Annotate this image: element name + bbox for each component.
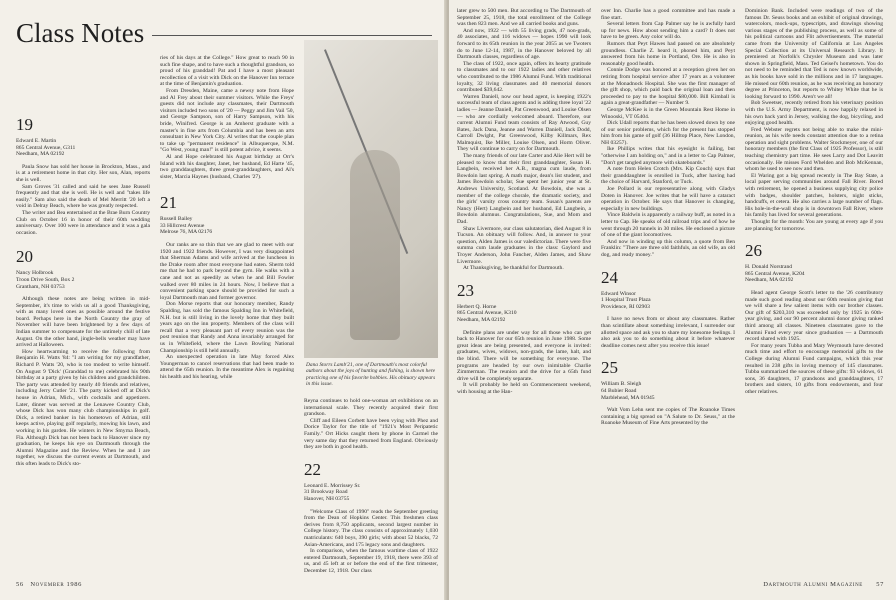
paragraph: Reyna continues to hold one-woman art exhibitions on an international scale. They recently acquired their first grandson. xyxy=(304,398,438,418)
paragraph: Joe Pollard is our representative along with Gladys Doten in Hanover. Joe writes that he will have a cataract operation in October. He says that Hanover is changing, especially in new buildings. xyxy=(601,186,735,212)
left-page xyxy=(0,0,447,600)
class-secretary-address: Edward E. Martin 865 Central Avenue, G311 Needham, MA 02192 xyxy=(16,138,76,158)
class-year-26: 26 xyxy=(745,241,762,261)
paragraph: For many years Tubba and Mary Weymouth have devoted much time and effort to encourage memorial gifts to the College during Alumni Fund campaigns, which this year resulted in 238 gifts in loving memory of 145 classmates. Tubba summarized the sources of these gifts: 93 widows, 61 sons, 36 daughters, 17 grandsons and granddaughters, 17 brothers and sisters, 10 gifts from endowments, and four other relatives. xyxy=(745,342,883,395)
paragraph: Several letters from Cap Palmer say he is awfully hard up for news. How about sending him a card? It does not have to be green. Any color will do. xyxy=(601,21,735,41)
right-folio xyxy=(763,581,884,588)
paragraph: Sam Groves '31 called and said he sees Jane Russell frequently and that she is well. He is well and "takes life easily." Sam also said the death of Mel Merritt '20 left a void in Delray Beach, where he was greatly respected. xyxy=(16,183,150,210)
right-page xyxy=(449,0,896,600)
class-year-24: 24 xyxy=(601,267,618,287)
paragraph: How heartwarming to receive the following from Benjamin H. Watts '84: "I am writing for my grandfather, Richard P. Watts '20, who is too modest to write himself. On August 9 'Dick' (Granddad to me) celebrated his 90th birthday at a party given by his children and grandchildren. The party was attended by nearly 40 friends and relatives, including Jerry Cutler '21. The party kicked off at Dick's house in Adrian, Mich., with cocktails and appetizers. Later, dinner was served at the Lenawee Country Club, whose Dick has won many club championships in golf. Dick, a retired banker in his hometown of Adrian, still keeps active, playing golf regularly, mowing his lawn, and working in his garden. He winters in New Smyrna Beach, Fla. Although Dick has not been back to Hanover since my graduation, he keeps his eye on Dartmouth through the Alumni Magazine and the Review. When he and I are together, we discuss the current events at Dartmouth, and this often leads to Dick's sto- xyxy=(16,348,150,467)
paragraph: Head agent George Scott's letter to the '26 contributory made such good reading about our 60th reunion giving that we will share a few salient items with our brother classes. Our gift of $203,310 was exceeded only by 1925 in 60th-year giving, and our 90 percent alumni donor giving ranked third among all classes. Nineteen classmates gave to the Alumni Fund every year since graduation — a Dartmouth record shared with 1925. xyxy=(745,289,883,343)
paragraph: The many friends of our late Carter and Alie Hert will be pleased to know that their first granddaughter, Susan H. Langbein, received her A.B., magna cum laude, from Bowdoin last spring. A math major, dean's list student, and James Bowdoin scholar, Sue spent her junior year at St. Andrews University, Scotland. At Bowdoin, she was a member of the college chorale, the dramatic society, and the girls' varsity cross country team. Susan's parents are Nancy (Hert) Langbein and her husband, Ed Langbein, a Bowdoin alumnus. Congratulations, Sue, and Mom and Dad. xyxy=(457,153,591,225)
class-secretary-address: H. Donald Norstrand 865 Central Avenue, K204 Needham, MA 02192 xyxy=(745,264,805,284)
class-secretary-address: Edward Winsor 1 Hospital Trust Plaza Providence, RI 02903 xyxy=(601,290,651,310)
class-year-23: 23 xyxy=(457,280,474,300)
paragraph: Dominion Bank. Included were readings of two of the famous Dr. Seuss books and an exhibit of original drawings, watercolors, mock-ups, typescripts, and drawings showing various stages of the publishing process, as well as some of his political cartoons and Flit advertisements. The material came from the University of California at Los Angeles Special Collection at its Universal Research Library. It premiered at Norfolk's Chrysler Museum and was later shown in Springfield, Mass. Ted Geisel's hometown. You do not need to be reminded that Ted is now known worldwide, as his books have sold in the millions and in 17 languages. He missed our 60th reunion, as he was receiving an honorary degree at Princeton, but reports to Whitey White that he is looking forward to 1990. Aren't we all! xyxy=(745,8,883,100)
paragraph: Walt Vom Lehn sent me copies of The Roanoke Times containing a big spread on "A Salute to Dr. Seuss," at the Roanoke Museum of Fine Arts presented by the xyxy=(601,407,735,427)
paragraph: Our ranks are so thin that we are glad to meet with our 1920 and 1922 friends. However, I was very disappointed that Sherman Adams and wife arrived at the luncheon in the Drake room after most everyone had eaten. Sherm told me that he had to park beyond the gym. He walks with a cane and not as speedily as when he and Bill Fowler walked over 80 miles in 24 hours. Now, I believe that a convenient parking space should be provided for such a loyal Dartmouth man and former governor. xyxy=(160,242,294,301)
paragraph: Thought for the month: You are young at every age if you are planning for tomorrow. xyxy=(745,219,883,232)
paragraph: Dick Udall reports that he has been slowed down by one of our senior problems, which for the present has stopped him from his game of golf (36 Hilltop Place, New London, NH 03257). xyxy=(601,120,735,146)
class-year-20: 20 xyxy=(16,247,33,267)
magazine-name: Dartmouth Alumni Magazine xyxy=(763,581,863,588)
column-1 xyxy=(16,112,150,582)
photo-caption: Dana Storrs Lamb'21, one of Dartmouth's most colorful authors about the joys of hunting and fishing, is shown here practicing one of his favorite hobbies. His obituary appears in this issue. xyxy=(306,362,436,388)
class-secretary-address: Leonard E. Morrissey Sr. 31 Brookway Road Hanover, NH 03755 xyxy=(304,482,361,502)
paragraph: Connie Dodge was honored at a reception given her on retiring from hospital service after 17 years as a volunteer at the Monadnock Hospital. She was the first manager of the gift shop, which paid back the original loan and then proceeded to pay to the hospital $80,000. Bill Kimball is again a great-grandfather — Number 9. xyxy=(601,67,735,107)
section-title: Class Notes xyxy=(16,18,145,48)
paragraph: later grew to 500 men. But according to The Dartmouth of September 25, 1918, the total enrollment of the College was then 823 men. And we all carried books and guns. xyxy=(457,8,591,28)
obituary-photo xyxy=(304,40,438,358)
left-folio xyxy=(16,581,82,588)
paragraph: Vince Baldwin is apparently a railway buff, as noted in a letter to Cap. He speaks of old railroad trips and of how he went through 20 tunnels in 30 miles. He enclosed a picture of one of the giant locomotives. xyxy=(601,212,735,239)
paragraph: Rumors that Peyt Hawes had passed on are absolutely groundless. Charlie Z. heard it, phoned him, and Peyt answered from his home in Portland, Ore. He is also in reasonably good health. xyxy=(601,40,735,67)
photo-image xyxy=(304,40,438,358)
class-year-19: 19 xyxy=(16,115,33,134)
paragraph: Bob Sweetser, recently retired from his veterinary position with the U.S. Army Department, is now happily relaxed in his own back yard in Jersey, walking the dog, bicycling, and enjoying good health. xyxy=(745,100,883,127)
paragraph: Definite plans are under way for all those who can get back to Hanover for our 65th reunion in June 1988. Some great ideas are being presented, and everyone is invited: graduates, wives, widows, non-grads, the lame, halt, and the blind. There will be something for everyone. The programs are headed by our own inimitable Charlie Zimmerman. The reunion and the drive for a 65th fund drive will be completely separate. xyxy=(457,329,591,382)
paragraph: Ike Phillips writes that his eyesight is failing, but "otherwise I am holding on," and in a letter to Cap Palmer, "Don't get tangled anymore with skateboards." xyxy=(601,146,735,166)
paragraph: Don Morse reports that our honorary member, Randy Spalding, has sold the famous Spalding Inn in Whitefield, N.H. but is still living in the lovely home that they built years ago on the inn property. Members of the class will recall that a very pleasant part of every reunion was the post reunion that Randy and Anna invariably arranged for us in Whitefield, where the Lawn Bowling National Championship is still held annually. xyxy=(160,301,294,354)
paragraph: Cliff and Eileen Corbett have been vying with Phez and Dorice Taylor for the title of "1921's Most Peripatetic Family." Ort Hicks caught them by phone in Carmel the very same day that they returned from England. Obviously they are both in good health. xyxy=(304,417,438,451)
class-secretary-address: Russell Bailey 33 Hillcrest Avenue Melrose 76, MA 02176 xyxy=(160,216,213,236)
paragraph: I have no news from or about any classmates. Rather than scintillate about something irrelevant, I surrender our allotted space and ask you to share my lonesome feelings. I also ask you to do something about it before whatever deadline comes next after you receive this issue! xyxy=(601,316,735,349)
class-year-25: 25 xyxy=(601,358,618,378)
paragraph: "Welcome Class of 1990" reads the September greeting from the Dean of Hopkins Center. This freshmen class derives from 8,750 applicants, second largest number in College history. The class consists of approximately 1,030 matriculants: 640 boys, 390 girls; with about 52 blacks, 72 Asian-Americans, and 175 legacy sons and daughters. xyxy=(304,508,438,548)
paragraph: over Inn. Charlie has a good committee and has made a fine start. xyxy=(601,8,735,21)
title-rule xyxy=(152,35,432,36)
column-6 xyxy=(745,8,883,582)
class-year-22: 22 xyxy=(304,459,321,479)
paragraph: ries of his days at the College." How great to reach 90 in such fine shape, and to have such a thoughtful grandson, so proud of his granddad! Pat and I have a most pleasant recollection of a visit with Dick on the Hanover Inn terrace at the time of Benjamin's graduation. xyxy=(160,55,294,88)
column-2 xyxy=(160,55,294,582)
paragraph: A note from Helen Crotch (Mrs. Kip Couch) says that their granddaughter is enrolled in Tuck, after having had the choice of Harvard, Stanford, or Tuck. xyxy=(601,166,735,186)
page-number: 56 xyxy=(16,581,24,588)
issue-date: November 1986 xyxy=(30,581,82,588)
paragraph: Fred Webster regrets not being able to make the mini-reunion, as his wife needs constant attention due to a retina operation and sight problems. Walter Stockmeyer, one of our honorary members (the first Class of 1925 Professor), is still teaching chemistry part time. He sees Larry and Dot Leavitt occasionally. He misses Ford Whelden and Bob McKennan, whom he used to see now and then. xyxy=(745,126,883,173)
column-4 xyxy=(457,8,591,582)
paragraph: The writer and Bea entertained at the Brae Burn Country Club on October 16 in honor of their 60th wedding anniversary. Over 100 were in attendance and it was a gala occasion. xyxy=(16,209,150,236)
paragraph: El Waring got a big spread recently in The Bay State, a local paper serving communities around Fall River. Bored with retirement, he opened a business supplying city police with badges, shoulder patches, holsters, night sticks, handcuffs, et cetera. He also carries a large number of flags. His hole-in-the-wall shop is in downtown Fall River, where his family has lived for several generations. xyxy=(745,172,883,219)
paragraph: And now in winding up this column, a quote from Ben Franklin: "There are three old faithfuls, an old wife, an old dog, and ready money." xyxy=(601,238,735,258)
figure-shape xyxy=(350,150,400,340)
class-secretary-address: Herbert Q. Horne 865 Central Avenue, K310 Needham, MA 02192 xyxy=(457,303,517,323)
column-3 xyxy=(304,398,438,582)
class-year-21: 21 xyxy=(160,193,177,213)
paragraph: And now, 1922 — with 55 living grads, 47 non-grads, 40 associates, and 116 widows — hopes 1990 will look forward to its 65th reunion in the year 2055 as we Twoters do to June 12-14, 1987, in the Hanover beloved by all Dartmouth classes, regardless of age. xyxy=(457,27,591,61)
paragraph: The class of 1922, once again, offers its hearty gratitude to classmates and to our 1922 ladies and other relatives who contributed to the 1986 Alumni Fund. With traditional loyalty, 32 living classmates and 40 memorial donors contributed $39,642. xyxy=(457,60,591,94)
paragraph: Paula Snow has sold her house in Brockton, Mass., and is at a retirement home in that city. Her son, Alan, reports she is well. xyxy=(16,163,150,183)
paragraph: In comparison, when the famous wartime class of 1922 entered Dartmouth, September 19, 1918, there were 393 of us, and 45 left at or before the end of the first trimester, December 12, 1918. Our class xyxy=(304,548,438,574)
paragraph: At Thanksgiving, be thankful for Dartmouth. xyxy=(463,265,564,272)
paragraph: Warren Daniell, now our head agent, is keeping 1922's successful team of class agents and is adding three loyal '22 ladies — Jeanne Daniell, Pat Greenwood, and Louise Olsen — who are cordially welcomed aboard. Therefore, our current Alumni Fund team consists of Ray Atwood, Guy Bates, Jack Dana, Jeanne and Warren Daniell, Jack Dodd, Carroll Dwight, Pat Greenwood, Kilby Killmars, Rex Malmquist, Ike Miller, Louise Olsen, and Horm Oliver. They will continue to carry on for Dartmouth. xyxy=(457,93,591,153)
page-number: 57 xyxy=(876,581,884,588)
class-secretary-address: William B. Sleigh 64 Bubier Road Marblehead, MA 01945 xyxy=(601,381,655,401)
paragraph: Al and Hope celebrated his August birthday at Orr's Island with his daughter, Janet, her husband, Ed Harte '45, two granddaughters, three great-granddaughters, and Al's sister, Marcia Haynes (husband, Charles '27). xyxy=(160,153,294,180)
paragraph: An unexpected operation in late May forced Alex Youngerman to cancel reservations that had been made to attend the 65th reunion. In the meantime Alex is regaining his health and his hearing, while xyxy=(160,354,294,380)
paragraph: From Dresden, Maine, came a newsy note from Hope and Al Frey about their summer visitors. While the Freys' guests did not include any classmates, their Dartmouth visitors included two sons of '20 — Peggy and Jim Vail '50, and George Sampson, son of Harry Sampson, with his bride, Winifred. George is an Amherst graduate with a master's in fine arts from Columbia and has been an arts consultant in New York City. Al writes that the couple plan to take up "permanent residence" in Albuquerque, N.M. "Go West, young man!" is still potent advice, it seems. xyxy=(160,87,294,154)
paragraph: Shaw Livermore, our class salutatorian, died August 8 in Tucson. An obituary will follow. And, in answer to your question, Alden James is our valedictorian. There were five summa cum laude graduates in the class: Gaylord and Troyer Anderson, John Fancher, Alden James, and Shaw Livermore. xyxy=(457,225,591,265)
paragraph: It will probably be held on Commencement weekend, with housing at the Han- xyxy=(457,382,591,395)
class-secretary-address: Nancy Holbrook Troon Drive South, Box 2 Grantham, NH 03753 xyxy=(16,270,75,290)
paragraph: Although these notes are being written in mid-September, it's time to wish us all a good Thanksgiving, with as many loved ones as possible around the festive board. Perhaps here in the North Country the gray of November will have been brightened by a few days of Indian summer to compensate for the untimely chill of late August. On the other hand, jingle-bells weather may have arrived at Halloween. xyxy=(16,296,150,349)
paragraph: George McKee is in the Green Mountain Rest Home in Winooski, VT 05404. xyxy=(601,106,735,120)
column-5 xyxy=(601,8,735,582)
